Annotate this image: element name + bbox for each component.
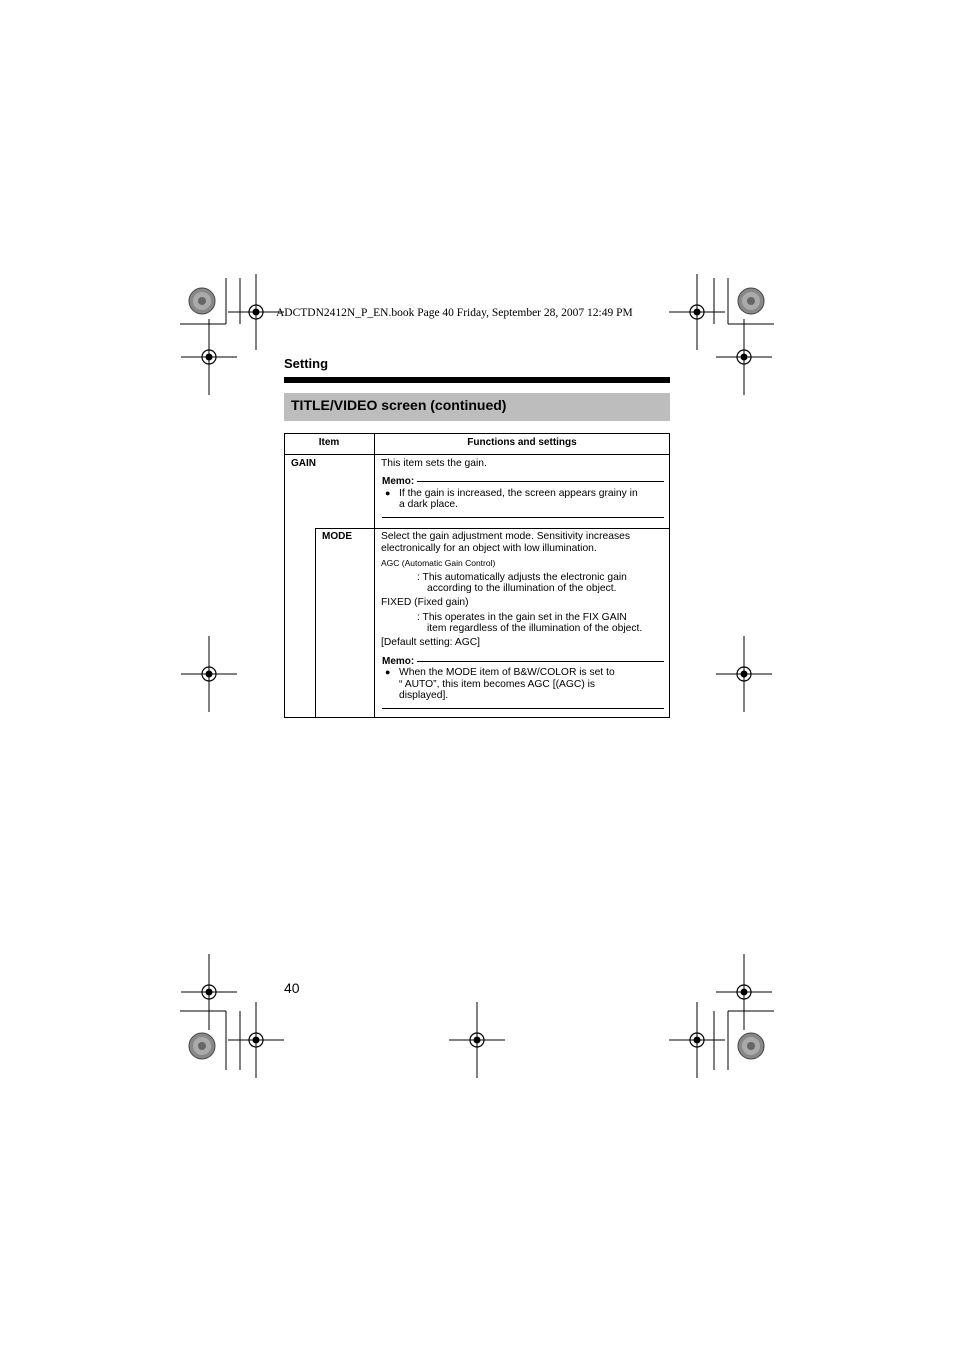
print-header: ADCTDN2412N_P_EN.book Page 40 Friday, September 28, 2007 12:49 PM (276, 307, 633, 319)
reg-mark-7 (181, 954, 237, 1030)
mode-memo-rule (417, 661, 664, 662)
star-target-top-right (738, 288, 764, 314)
bullet-icon: ● (385, 488, 391, 498)
fixed-line-1: : This operates in the gain set in the FIX GAIN (417, 612, 627, 623)
default-setting: [Default setting: AGC] (381, 637, 481, 648)
section-rule (284, 377, 670, 383)
gain-label: GAIN (291, 458, 316, 469)
header-row-divider (284, 454, 670, 455)
gain-memo-label: Memo: (382, 476, 415, 487)
gain-description: This item sets the gain. (381, 458, 487, 469)
gain-memo-end-rule (382, 517, 664, 518)
reg-mark-11 (669, 1002, 725, 1078)
gain-memo-line-1: If the gain is increased, the screen appears grainy in (399, 488, 638, 499)
mode-memo-line-3: displayed]. (399, 690, 449, 701)
reg-mark-3 (181, 319, 237, 395)
reg-mark-9 (228, 1002, 284, 1078)
gain-memo-rule (417, 481, 664, 482)
star-target-bottom-right (738, 1033, 764, 1059)
bullet-icon: ● (385, 667, 391, 677)
mode-memo-line-1: When the MODE item of B&W/COLOR is set to (399, 667, 615, 678)
mode-memo-label: Memo: (382, 656, 415, 667)
reg-mark-4 (716, 319, 772, 395)
header-functions: Functions and settings (467, 437, 577, 448)
fixed-line-2: item regardless of the illumination of the object. (427, 623, 643, 634)
reg-mark-8 (716, 954, 772, 1030)
mode-indent-divider (315, 528, 316, 718)
mode-label: MODE (322, 531, 352, 542)
page-title: TITLE/VIDEO screen (continued) (284, 393, 670, 421)
mode-memo-line-2: “ AUTO”, this item becomes AGC [(AGC) is (399, 679, 596, 690)
agc-line-1: : This automatically adjusts the electronic gain (417, 572, 627, 583)
reg-mark-5 (181, 636, 237, 712)
mode-description-line-2: electronically for an object with low illumination. (381, 543, 597, 554)
section-label: Setting (284, 356, 329, 371)
reg-mark-10 (449, 1002, 505, 1078)
reg-mark-6 (716, 636, 772, 712)
fixed-label: FIXED (Fixed gain) (381, 597, 469, 608)
agc-label: AGC (Automatic Gain Control) (381, 558, 496, 568)
mode-description-line-1: Select the gain adjustment mode. Sensitivity increases (381, 531, 630, 542)
column-divider (374, 433, 375, 718)
agc-line-2: according to the illumination of the object. (427, 583, 617, 594)
star-target-top-left (189, 288, 215, 314)
mode-memo-end-rule (382, 708, 664, 709)
star-target-bottom-left (189, 1033, 215, 1059)
reg-mark-2 (669, 274, 725, 350)
gain-memo-line-2: a dark place. (399, 499, 458, 510)
header-item: Item (318, 437, 340, 448)
gain-row-divider (315, 528, 670, 529)
page-number: 40 (284, 980, 300, 996)
